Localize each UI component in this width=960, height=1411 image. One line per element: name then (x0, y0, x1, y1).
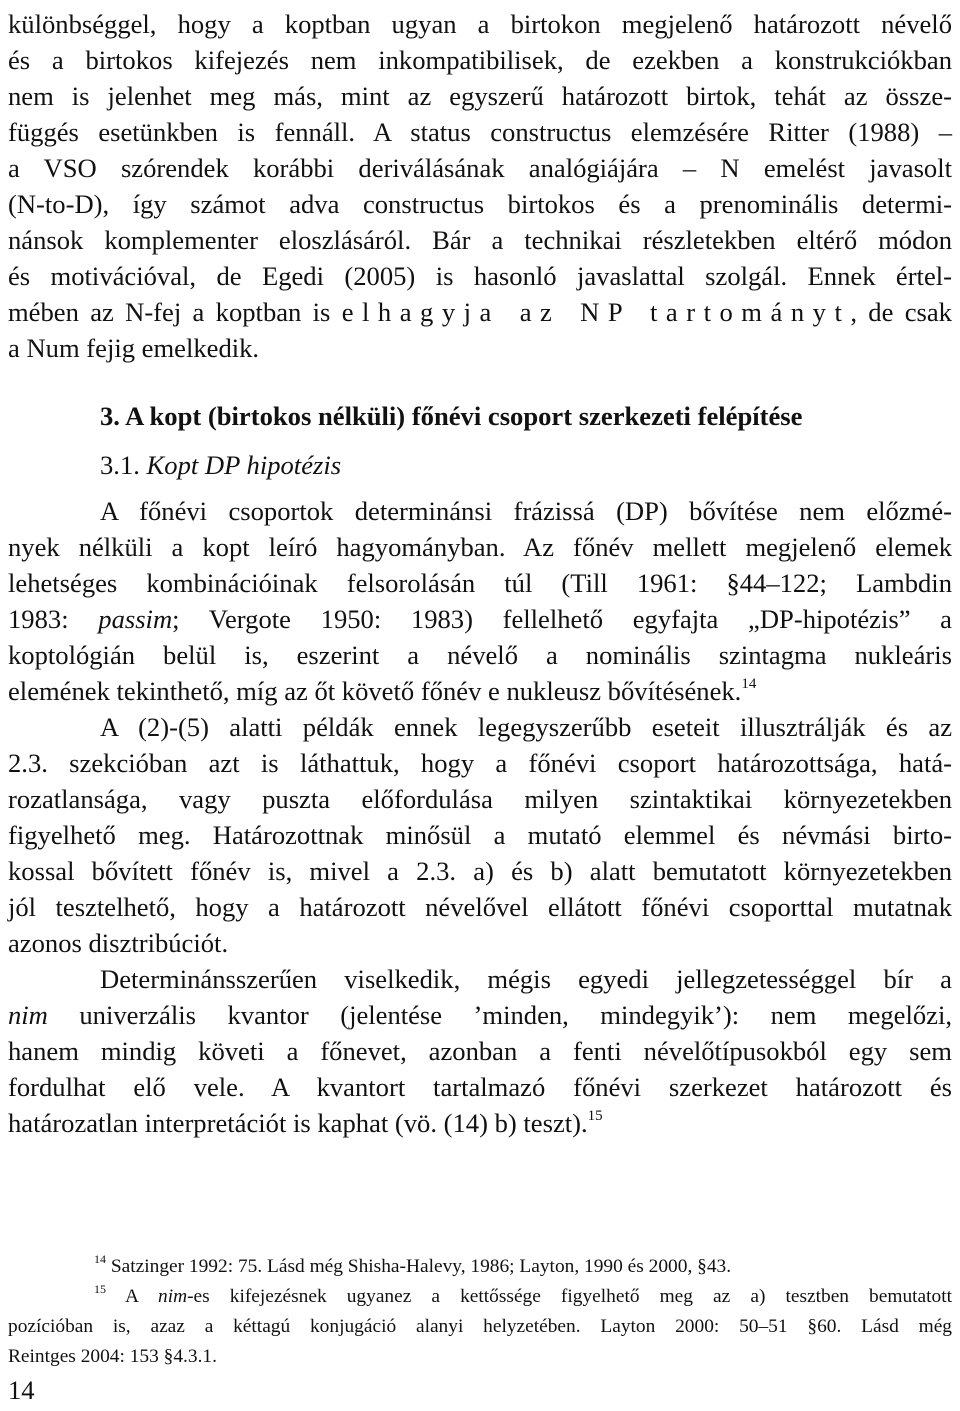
footnote-text: -es kifejezésnek ugyanez a kettőssége figyelhető meg az a) tesztben bemutatott (187, 1286, 952, 1307)
footnote-14 (94, 1252, 952, 1282)
subsection-heading (100, 447, 341, 483)
text-line: a VSO szórendek korábbi deriválásának analógiájára – N emelést javasolt (8, 153, 952, 183)
italic-term: passim (98, 604, 173, 634)
text-run: elemének tekinthető, míg az őt követő főnév e nukleusz bővítésének. (8, 676, 742, 706)
text-line: 2.3. szekcióban azt is láthattuk, hogy a főnévi csoport határozottsága, hatá- (8, 748, 952, 778)
italic-term: nim (8, 1000, 48, 1030)
text-line (8, 997, 952, 1033)
subsection-title: Kopt DP hipotézis (146, 450, 342, 480)
letterspaced-emphasis: elhagyja az NP tartományt (341, 297, 851, 327)
text-line: fordulhat elő vele. A kvantort tartalmazó főnévi szerkezet határozott és (8, 1072, 952, 1102)
text-line (8, 294, 952, 330)
text-line: a Num fejig emelkedik. (8, 333, 260, 363)
footnote-15-line: pozícióban is, azaz a kéttagú konjugáció alanyi helyzetében. Layton 2000: 50–51 §60. Lásd még (8, 1316, 952, 1337)
footnote-reference[interactable]: 15 (587, 1108, 603, 1124)
text-line (8, 673, 952, 709)
text-line: hanem mindig követi a főnevet, azonban a fenti névelőtípusokból egy sem (8, 1036, 952, 1066)
text-run: ; Vergote 1950: 1983) fellelhető egyfajta „DP-hipotézis” a (172, 604, 952, 634)
page-number: 14 (8, 1375, 35, 1405)
text-line: kossal bővített főnév is, mivel a 2.3. a) és b) alatt bemutatott környezetekben (8, 856, 952, 886)
footnote-mark: 15 (94, 1282, 106, 1296)
text-line: rozatlansága, vagy puszta előfordulása milyen szintaktikai környezetekben (8, 784, 952, 814)
footnote-mark: 14 (94, 1252, 106, 1266)
text-run: határozatlan interpretációt is kaphat (vö. (14) b) teszt). (8, 1108, 588, 1138)
text-line: koptológián belül is, eszerint a névelő a nominális szintagma nukleáris (8, 640, 952, 670)
text-line: és a birtokos kifejezés nem inkompatibilisek, de ezekben a konstrukciókban (8, 45, 952, 75)
footnote-text: Satzinger 1992: 75. Lásd még Shisha-Halevy, 1986; Layton, 1990 és 2000, §43. (106, 1256, 732, 1277)
text-line: nyek nélküli a kopt leíró hagyományban. Az főnév mellett megjelenő elemek (8, 532, 952, 562)
text-line: lehetséges kombinációinak felsorolásán túl (Till 1961: §44–122; Lambdin (8, 568, 952, 598)
section-heading: 3. A kopt (birtokos nélküli) főnévi csoport szerkezeti felépítése (100, 401, 803, 431)
text-run: univerzális kvantor (jelentése ’minden, mindegyik’): nem megelőzi, (47, 1000, 952, 1030)
text-run: , de csak (850, 297, 952, 327)
text-run: mében az N-fej a koptban is (8, 297, 342, 327)
text-run: 1983: (8, 604, 99, 634)
italic-term: nim (158, 1286, 188, 1307)
text-line: azonos disztribúciót. (8, 928, 229, 958)
footnote-15 (94, 1282, 952, 1312)
text-line: A főnévi csoportok determinánsi frázissá (DP) bővítése nem előzmé- (100, 496, 952, 526)
footnote-divider (8, 1220, 308, 1221)
footnote-text: A (106, 1286, 158, 1307)
text-line: nem is jelenhet meg más, mint az egyszerű határozott birtok, tehát az össze- (8, 81, 952, 111)
text-line: különbséggel, hogy a koptban ugyan a birtokon megjelenő határozott névelő (8, 9, 952, 39)
text-line: jól tesztelhető, hogy a határozott névelővel ellátott főnévi csoporttal mutatnak (8, 892, 952, 922)
text-line: figyelhető meg. Határozottnak minősül a mutató elemmel és névmási birto- (8, 820, 952, 850)
footnote-15-line: Reintges 2004: 153 §4.3.1. (8, 1346, 217, 1367)
footnote-reference[interactable]: 14 (741, 676, 757, 692)
text-line: A (2)-(5) alatti példák ennek legegyszerűbb eseteit illusztrálják és az (100, 712, 952, 742)
text-line: Determinánsszerűen viselkedik, mégis egyedi jellegzetességgel bír a (100, 964, 952, 994)
text-line: nánsok komplementer eloszlásáról. Bár a technikai részletekben eltérő módon (8, 225, 952, 255)
text-line (8, 601, 952, 637)
text-line: (N-to-D), így számot adva constructus birtokos és a prenominális determi- (8, 189, 952, 219)
text-line: függés esetünkben is fennáll. A status constructus elemzésére Ritter (1988) – (8, 117, 952, 147)
document-page (8, 0, 952, 1411)
subsection-number: 3.1. (100, 450, 147, 480)
text-line (8, 1105, 952, 1141)
text-line: és motivációval, de Egedi (2005) is hasonló javaslattal szolgál. Ennek értel- (8, 261, 952, 291)
